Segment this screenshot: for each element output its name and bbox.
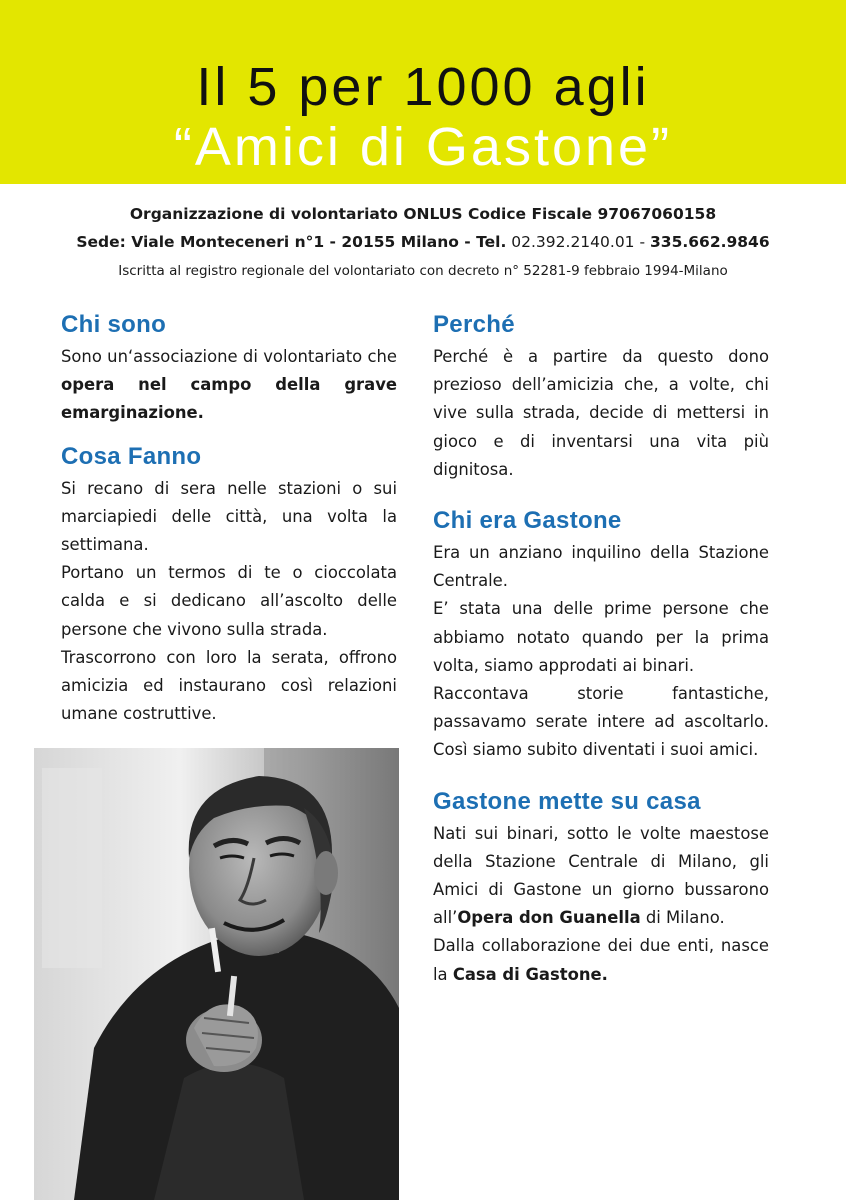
chi-sono-text xyxy=(61,343,397,428)
casa-p2-bold: Casa di Gastone. xyxy=(452,964,608,984)
phone-number: 02.392.2140.01 - xyxy=(506,233,650,251)
casa-p2-text: Dalla collaborazione dei due enti, nasce la xyxy=(433,936,769,984)
casa-p1-text-b: di Milano. xyxy=(640,908,725,928)
org-info-line: Organizzazione di volontariato ONLUS Codice Fiscale 97067060158 xyxy=(129,205,717,223)
section-title-gastone-mette-su-casa: Gastone mette su casa xyxy=(433,787,701,815)
chi-sono-plain: Sono un‘associazione di volontariato che xyxy=(61,347,397,366)
title-line-2: “Amici di Gastone” xyxy=(173,117,673,177)
casa-p1-bold: Opera don Guanella xyxy=(457,908,641,928)
section-title-cosa-fanno: Cosa Fanno xyxy=(61,442,202,470)
gastone-photo xyxy=(34,748,399,1200)
address-line xyxy=(0,233,846,251)
right-column xyxy=(433,310,769,989)
chi-era-p3: Raccontava storie fantastiche, passavamo serate intere ad ascoltarlo. Così siamo subito diventati i suoi amici. xyxy=(433,684,769,760)
section-title-chi-sono: Chi sono xyxy=(61,311,167,338)
gastone-portrait-illustration xyxy=(34,748,399,1200)
registry-line: Iscritta al registro regionale del volontariato con decreto n° 52281-9 febbraio 1994-Milano xyxy=(118,263,728,279)
left-column xyxy=(61,310,397,728)
header-banner xyxy=(0,0,846,184)
chi-sono-bold: opera nel campo della grave emarginazione. xyxy=(61,375,397,423)
chi-era-p1: Era un anziano inquilino della Stazione Centrale. xyxy=(433,543,769,591)
section-title-perche: Perché xyxy=(433,311,515,338)
casa-p2 xyxy=(433,932,769,988)
cosa-fanno-p2: Portano un termos di te o cioccolata calda e si dedicano all’ascolto delle persone che vivono sulla strada. xyxy=(61,563,397,639)
title-line-1: Il 5 per 1000 agli xyxy=(196,57,650,117)
cosa-fanno-p3: Trascorrono con loro la serata, offrono amicizia ed instaurano così relazioni umane costruttive. xyxy=(61,647,397,724)
cosa-fanno-p1: Si recano di sera nelle stazioni o sui marciapiedi delle città, una volta la settimana. xyxy=(61,478,397,555)
chi-era-p2: E’ stata una delle prime persone che abbiamo notato quando per la prima volta, siamo approdati ai binari. xyxy=(433,599,769,675)
perche-text: Perché è a partire da questo dono prezioso dell’amicizia che, a volte, chi vive sulla strada, decide di mettersi in gioco e di inventarsi una vita più dignitosa. xyxy=(433,347,769,479)
casa-p1 xyxy=(433,820,769,933)
mobile-number: 335.662.9846 xyxy=(650,233,770,251)
casa-p1-text-a: Nati sui binari, sotto le volte maestose della Stazione Centrale di Milano, gli Amici di Gastone un giorno bussarono all’ xyxy=(433,823,769,928)
address-label: Sede: Viale Monteceneri n°1 - 20155 Milano - Tel. xyxy=(76,233,507,251)
section-title-chi-era-gastone: Chi era Gastone xyxy=(433,507,622,535)
